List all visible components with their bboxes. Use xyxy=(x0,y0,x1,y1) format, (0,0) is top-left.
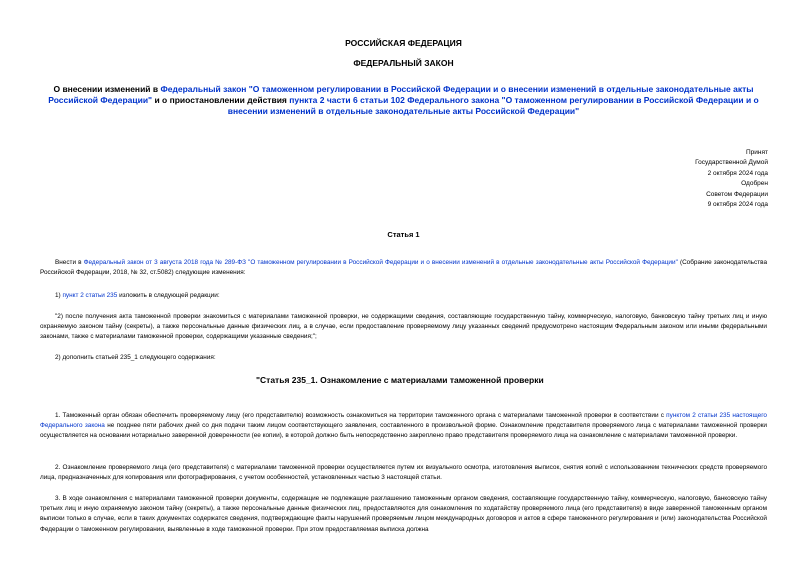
law-title-link-2[interactable]: пункта 2 части 6 статьи 102 Федерального закона "О таможенном регулировании в Российской Федерации и о внесении изменений в отдельные законодательные акты Российской Федерации" xyxy=(227,95,759,116)
article-235-link[interactable]: пункт 2 статьи 235 xyxy=(62,292,118,299)
adoption-line: Одобрен xyxy=(741,180,768,188)
adoption-line: Принят xyxy=(745,149,768,156)
article-235-point-2-link[interactable]: пунктом 2 статьи 235 настоящего Федерального закона xyxy=(40,412,767,430)
paragraph-3: 3. В ходе ознакомления с материалами таможенной проверки документы, содержащие не подлежащие разглашению таможенным органом сведения, составляющие государственную тайну, коммерческую, налоговую, банковскую тайну третьих лиц и иную охраняемую законом тайну (секреты), а также персональные данные физических лиц, предоставляются для ознакомления по ходатайству проверяемого лица (его представителя) в виде заверенной таможенным органом выписки только в случае, если в таких документах содержатся сведения, подтверждающие факты нарушений проверяемым лицом международных договоров и актов в сфере таможенного регулирования и (или) законодательства Российской Федерации о таможенном регулировании, выявленные в ходе таможенной проверки. При этом предоставляемая выписка должна xyxy=(40,495,767,533)
adoption-line: 2 октября 2024 года xyxy=(707,169,768,177)
article-heading: Статья 1 xyxy=(387,230,420,239)
adoption-line: Государственной Думой xyxy=(695,159,768,167)
law-type-heading: ФЕДЕРАЛЬНЫЙ ЗАКОН xyxy=(353,58,454,68)
quoted-item-paragraph: "2) после получения акта таможенной проверки знакомиться с материалами таможенной проверки, не содержащими сведения, составляющие государственную тайну, коммерческую, налоговую, банковскую тайну третьих лиц и иную охраняемую законом тайну (секреты), а также персональные данные физических лиц, а в случае, если предоставление проверяемому лицу указанных сведений предусмотрено настоящим Федеральным законом или иными федеральными законами, также с материалами таможенной проверки, содержащими указанные сведения;"; xyxy=(40,313,767,341)
item-1-paragraph: 1) пункт 2 статьи 235 изложить в следующей редакции: xyxy=(55,292,220,299)
paragraph-2: 2. Ознакомление проверяемого лица (его представителя) с материалами таможенной проверки осуществляется путем их визуального осмотра, изготовления выписок, снятия копий с использованием технических средств проверяемого лица, предназначенных для копирования или фотографирования, с учетом особенностей, установленных частью 3 настоящей статьи. xyxy=(40,464,767,482)
paragraph-1: 1. Таможенный орган обязан обеспечить проверяемому лицу (его представителю) возможность ознакомиться на территории таможенного органа с материалами таможенной проверки в соответствии с пунктом 2 статьи 235 настоящего Федерального закона не позднее пяти рабочих дней со дня подачи таким лицом соответствующего заявления, составленного в произвольной форме. Ознакомление представителя проверяемого лица с материалами таможенной проверки осуществляется на основании нотариально заверенной доверенности (ее копии), в которой должно быть непосредственно закреплено право представителя проверяемого лица на ознакомление с материалами таможенной проверки. xyxy=(40,412,767,440)
country-heading: РОССИЙСКАЯ ФЕДЕРАЦИЯ xyxy=(345,38,462,48)
adoption-line: Советом Федерации xyxy=(706,190,768,198)
federal-law-link[interactable]: Федеральный закон от 3 августа 2018 года № 289-ФЗ "О таможенном регулировании в Российской Федерации и о внесении изменений в отдельные законодательные акты Российской Федерации" xyxy=(83,259,678,266)
new-article-title: "Статья 235_1. Ознакомление с материалами таможенной проверки xyxy=(256,375,544,385)
law-title: О внесении изменений в Федеральный закон "О таможенном регулировании в Российской Федерации и о внесении изменений в отдельные законодательные акты Российской Федерации" и о приостановлении действия пункта 2 части 6 статьи 102 Федерального закона "О таможенном регулировании в Российской Федерации и о внесении изменений в отдельные законодательные акты Российской Федерации" xyxy=(48,84,759,116)
article-intro-paragraph: Внести в Федеральный закон от 3 августа 2018 года № 289-ФЗ "О таможенном регулировании в Российской Федерации и о внесении изменений в отдельные законодательные акты Российской Федерации" (Собрание законодательства Российской Федерации, 2018, № 32, ст.5082) следующие изменения: xyxy=(40,259,768,277)
law-title-link-1[interactable]: Федеральный закон "О таможенном регулировании в Российской Федерации и о внесении изменений в отдельные законодательные акты Российской Федерации" xyxy=(48,84,754,105)
adoption-line: 9 октября 2024 года xyxy=(707,201,768,209)
item-2-paragraph: 2) дополнить статьей 235_1 следующего содержания: xyxy=(55,354,216,361)
adoption-block xyxy=(695,148,768,210)
